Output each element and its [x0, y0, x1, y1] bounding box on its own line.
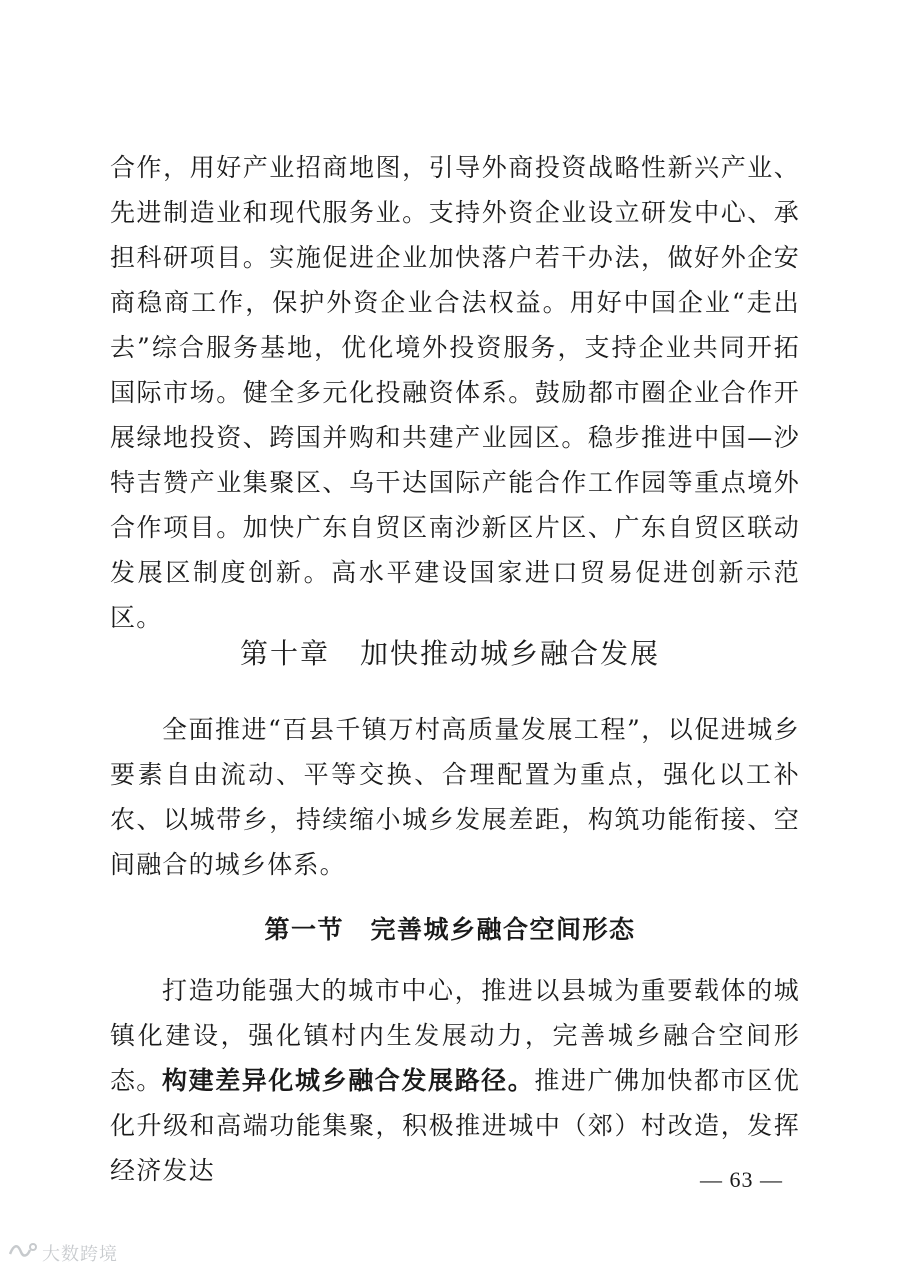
wave-logo-icon: [8, 1240, 38, 1266]
watermark: [8, 1240, 118, 1266]
chapter-intro-paragraph: 全面推进“百县千镇万村高质量发展工程”，以促进城乡要素自由流动、平等交换、合理配置为重点，强化以工补农、以城带乡，持续缩小城乡发展差距，构筑功能衔接、空间融合的城乡体系。: [110, 715, 800, 879]
paragraph-lead-heading: 构建差异化城乡融合发展路径。: [162, 1066, 535, 1095]
section-intro-paragraph: 打造功能强大的城市中心，推进以县城为重要载体的城镇化建设，强化镇村内生发展动力，完善城乡融合空间形态。: [110, 976, 800, 1095]
paragraph-body-text: 推进广佛加快都市区优化升级和高端功能集聚，积极推进城中（郊）村改造，发挥经济发达: [110, 1066, 800, 1185]
section-title: 第一节 完善城乡融合空间形态: [264, 915, 636, 944]
page-number: — 63 —: [700, 1167, 783, 1192]
chapter-title: 第十章 加快推动城乡融合发展: [239, 637, 660, 670]
body-paragraph: [110, 1058, 800, 1193]
watermark-text: 大数跨境: [42, 1244, 118, 1265]
paragraph-continuation: 合作，用好产业招商地图，引导外商投资战略性新兴产业、先进制造业和现代服务业。支持外资企业设立研发中心、承担科研项目。实施促进企业加快落户若干办法，做好外企安商稳商工作，保护外资企业合法权益。用好中国企业“走出去”综合服务基地，优化境外投资服务，支持企业共同开拓国际市场。健全多元化投融资体系。鼓励都市圈企业合作开展绿地投资、跨国并购和共建产业园区。稳步推进中国—沙特吉赞产业集聚区、乌干达国际产能合作工作园等重点境外合作项目。加快广东自贸区南沙新区片区、广东自贸区联动发展区制度创新。高水平建设国家进口贸易促进创新示范区。: [110, 153, 800, 632]
